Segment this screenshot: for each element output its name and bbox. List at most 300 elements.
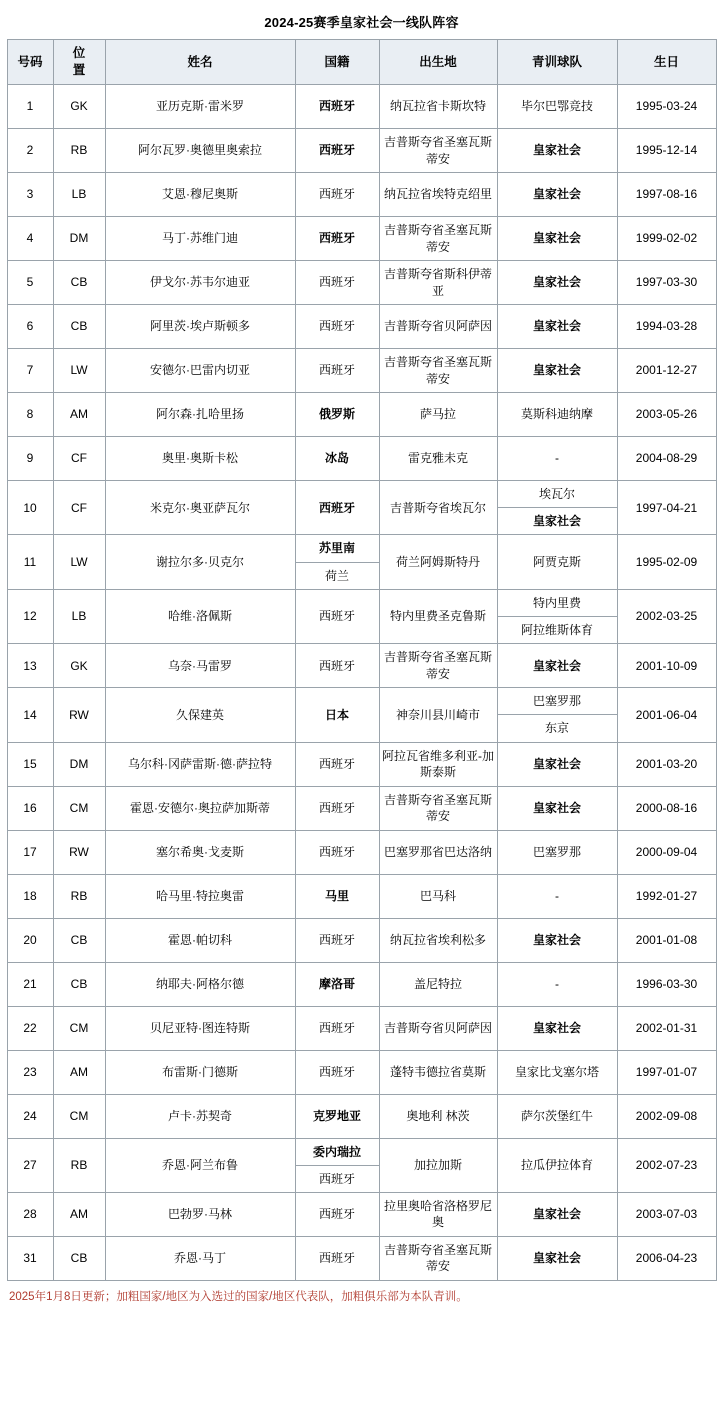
cell-youth-club-line: 皇家比戈塞尔塔	[514, 1064, 599, 1079]
table-row	[7, 742, 716, 786]
cell-position: RB	[53, 874, 105, 918]
cell-nationality	[295, 173, 379, 217]
cell-birthplace-line: 荷兰	[395, 554, 420, 569]
cell-nationality-line: 马里	[324, 888, 349, 903]
cell-birthplace-line: 吉普斯夸省	[383, 135, 444, 150]
cell-number: 10	[7, 481, 53, 535]
cell-position: RW	[53, 830, 105, 874]
table-row	[7, 393, 716, 437]
cell-player-name: 霍恩·安德尔·奥拉萨加斯蒂	[105, 786, 295, 830]
cell-player-name: 乔恩·阿兰布鲁	[105, 1138, 295, 1192]
cell-birthplace	[379, 481, 497, 535]
cell-birthplace	[379, 261, 497, 305]
cell-youth-club	[497, 918, 617, 962]
cell-number: 9	[7, 437, 53, 481]
cell-birthplace	[379, 1006, 497, 1050]
cell-player-name: 伊戈尔·苏韦尔迪亚	[105, 261, 295, 305]
cell-birthplace	[379, 393, 497, 437]
footnote: 2025年1月8日更新；加粗国家/地区为入选过的国家/地区代表队，加粗俱乐部为本队青训。	[9, 1290, 468, 1303]
cell-player-name: 哈马里·特拉奥雷	[105, 874, 295, 918]
cell-youth-club-line: 皇家社会	[532, 756, 581, 771]
cell-youth-club	[497, 589, 617, 643]
table-row	[7, 437, 716, 481]
table-row	[7, 1138, 716, 1192]
cell-nationality-line: 西班牙	[318, 187, 355, 202]
cell-dob: 2001-12-27	[617, 349, 716, 393]
cell-player-name: 布雷斯·门德斯	[105, 1050, 295, 1094]
cell-nationality	[295, 437, 379, 481]
cell-dob: 1995-12-14	[617, 129, 716, 173]
cell-youth-club	[497, 1192, 617, 1236]
cell-youth-club-line: 皇家社会	[532, 319, 581, 334]
cell-birthplace-line: 维多利亚-加斯泰斯	[419, 748, 494, 779]
cell-player-name: 巴勃罗·马林	[105, 1192, 295, 1236]
cell-birthplace	[379, 786, 497, 830]
cell-birthplace	[379, 1094, 497, 1138]
cell-nationality-line: 西班牙	[318, 932, 355, 947]
cell-nationality	[295, 217, 379, 261]
cell-dob: 2004-08-29	[617, 437, 716, 481]
cell-player-name: 贝尼亚特·图连特斯	[105, 1006, 295, 1050]
cell-dob: 2001-06-04	[617, 688, 716, 742]
cell-dob: 2002-09-08	[617, 1094, 716, 1138]
table-row	[7, 85, 716, 129]
cell-birthplace	[379, 1236, 497, 1280]
cell-birthplace	[379, 437, 497, 481]
cell-nationality	[295, 1050, 379, 1094]
cell-birthplace	[379, 173, 497, 217]
cell-youth-club	[497, 305, 617, 349]
cell-number: 13	[7, 644, 53, 688]
cell-birthplace	[379, 129, 497, 173]
column-header-position-line1: 位	[72, 46, 86, 61]
cell-birthplace-line: 蓬特韦德拉省	[389, 1064, 462, 1079]
cell-nationality-part: 苏里南	[318, 541, 355, 556]
cell-birthplace-line: 贝阿萨因	[444, 1020, 493, 1035]
cell-position: CF	[53, 481, 105, 535]
cell-birthplace-line: 吉普斯夸省	[383, 792, 444, 807]
cell-position: RB	[53, 129, 105, 173]
cell-nationality-line: 西班牙	[318, 1064, 355, 1079]
cell-youth-club	[497, 1138, 617, 1192]
cell-youth-club-part: 特内里费	[532, 595, 581, 610]
cell-birthplace-line: 埃瓦尔	[450, 500, 487, 515]
table-row	[7, 644, 716, 688]
cell-position: CB	[53, 962, 105, 1006]
cell-birthplace-line: 埃利松多	[438, 932, 487, 947]
cell-number: 12	[7, 589, 53, 643]
cell-player-name: 久保建英	[105, 688, 295, 742]
cell-player-name: 谢拉尔多·贝克尔	[105, 535, 295, 589]
cell-youth-club	[497, 1050, 617, 1094]
cell-birthplace-line: 纳瓦拉省	[389, 99, 438, 114]
cell-nationality	[295, 305, 379, 349]
cell-youth-club	[497, 1236, 617, 1280]
cell-youth-club	[497, 688, 617, 742]
cell-number: 24	[7, 1094, 53, 1138]
table-row	[7, 1006, 716, 1050]
cell-birthplace-line: 盖尼特拉	[413, 976, 462, 991]
cell-nationality-line: 西班牙	[318, 1251, 355, 1266]
cell-nationality-line: 西班牙	[318, 1020, 355, 1035]
cell-position: RW	[53, 688, 105, 742]
column-header-nationality: 国籍	[295, 40, 379, 85]
cell-nationality	[295, 1006, 379, 1050]
cell-birthplace-line: 吉普斯夸省	[389, 500, 450, 515]
cell-birthplace	[379, 1192, 497, 1236]
cell-nationality	[295, 535, 379, 589]
cell-position: AM	[53, 1192, 105, 1236]
cell-youth-club-part: 巴塞罗那	[532, 694, 581, 709]
cell-birthplace-line: 卡斯坎特	[438, 99, 487, 114]
cell-number: 16	[7, 786, 53, 830]
cell-birthplace-line: 吉普斯夸省	[383, 1243, 444, 1258]
cell-nationality	[295, 1236, 379, 1280]
cell-number: 27	[7, 1138, 53, 1192]
cell-player-name: 米克尔·奥亚萨瓦尔	[105, 481, 295, 535]
cell-nationality-line: 西班牙	[318, 99, 355, 114]
cell-number: 8	[7, 393, 53, 437]
cell-nationality	[295, 742, 379, 786]
cell-nationality-line: 克罗地亚	[312, 1108, 361, 1123]
cell-number: 15	[7, 742, 53, 786]
cell-dob: 1996-03-30	[617, 962, 716, 1006]
cell-birthplace	[379, 217, 497, 261]
cell-youth-club	[497, 217, 617, 261]
table-body	[7, 85, 716, 1281]
cell-dob: 2006-04-23	[617, 1236, 716, 1280]
cell-youth-club-line: 拉瓜伊拉体育	[520, 1158, 593, 1173]
column-header-position-line2: 置	[72, 63, 86, 77]
cell-birthplace-line: 吉普斯夸省	[383, 355, 444, 370]
cell-position: CB	[53, 261, 105, 305]
cell-youth-club-line: 皇家社会	[532, 275, 581, 290]
cell-player-name: 霍恩·帕切科	[105, 918, 295, 962]
cell-player-name: 阿里茨·埃卢斯顿多	[105, 305, 295, 349]
cell-player-name: 安德尔·巴雷内切亚	[105, 349, 295, 393]
cell-youth-club	[497, 535, 617, 589]
cell-birthplace-line: 圣塞瓦斯蒂安	[425, 1243, 493, 1274]
cell-player-name: 卢卡·苏契奇	[105, 1094, 295, 1138]
page-title: 2024-25赛季皇家社会一线队阵容	[264, 15, 459, 30]
cell-position: CF	[53, 437, 105, 481]
cell-number: 5	[7, 261, 53, 305]
cell-youth-club	[497, 1006, 617, 1050]
cell-youth-club-part: 阿拉维斯体育	[498, 616, 617, 643]
cell-number: 6	[7, 305, 53, 349]
cell-youth-club	[497, 437, 617, 481]
cell-position: AM	[53, 393, 105, 437]
cell-player-name: 哈维·洛佩斯	[105, 589, 295, 643]
cell-nationality	[295, 1138, 379, 1192]
cell-nationality	[295, 349, 379, 393]
cell-number: 3	[7, 173, 53, 217]
cell-youth-club-part: 皇家社会	[498, 507, 617, 534]
cell-birthplace-line: 埃特克绍里	[432, 187, 493, 202]
cell-birthplace-line: 圣塞瓦斯蒂安	[425, 650, 493, 681]
cell-position: RB	[53, 1138, 105, 1192]
cell-nationality	[295, 1192, 379, 1236]
cell-birthplace-line: 纳瓦拉省	[383, 187, 432, 202]
cell-number: 31	[7, 1236, 53, 1280]
cell-player-name: 阿尔瓦罗·奥德里奥索拉	[105, 129, 295, 173]
table-row	[7, 535, 716, 589]
cell-youth-club	[497, 830, 617, 874]
cell-birthplace-line: 巴达洛纳	[444, 844, 493, 859]
cell-birthplace	[379, 535, 497, 589]
cell-position: GK	[53, 644, 105, 688]
cell-youth-club-line: 莫斯科迪纳摩	[520, 407, 593, 422]
cell-number: 20	[7, 918, 53, 962]
cell-youth-club-part: 东京	[498, 714, 617, 741]
cell-nationality-part: 委内瑞拉	[312, 1144, 361, 1159]
cell-birthplace-line: 吉普斯夸省	[383, 1020, 444, 1035]
cell-birthplace-line: 吉普斯夸省	[383, 319, 444, 334]
cell-youth-club	[497, 786, 617, 830]
cell-player-name: 亚历克斯·雷米罗	[105, 85, 295, 129]
table-row	[7, 217, 716, 261]
cell-nationality-part: 西班牙	[296, 1165, 379, 1192]
cell-position: DM	[53, 217, 105, 261]
cell-birthplace-line: 雷克雅未克	[407, 451, 468, 466]
cell-youth-club	[497, 261, 617, 305]
table-row	[7, 1094, 716, 1138]
cell-birthplace-line: 神奈川县	[395, 707, 444, 722]
cell-nationality	[295, 874, 379, 918]
table-row	[7, 305, 716, 349]
cell-youth-club	[497, 85, 617, 129]
cell-birthplace	[379, 349, 497, 393]
cell-birthplace-line: 圣塞瓦斯蒂安	[425, 135, 493, 166]
cell-number: 17	[7, 830, 53, 874]
cell-player-name: 乌奈·马雷罗	[105, 644, 295, 688]
cell-nationality-line: 西班牙	[318, 609, 355, 624]
cell-position: CM	[53, 786, 105, 830]
cell-position: CM	[53, 1006, 105, 1050]
cell-dob: 2002-01-31	[617, 1006, 716, 1050]
cell-position: AM	[53, 1050, 105, 1094]
table-row	[7, 173, 716, 217]
cell-number: 18	[7, 874, 53, 918]
cell-youth-club	[497, 874, 617, 918]
cell-player-name: 阿尔森·扎哈里扬	[105, 393, 295, 437]
cell-birthplace	[379, 874, 497, 918]
column-header-youth: 青训球队	[497, 40, 617, 85]
cell-birthplace-line: 加拉加斯	[413, 1158, 462, 1173]
cell-birthplace-line: 萨马拉	[419, 407, 456, 422]
cell-number: 28	[7, 1192, 53, 1236]
table-row	[7, 874, 716, 918]
cell-youth-club-line: 皇家社会	[532, 1251, 581, 1266]
cell-youth-club	[497, 962, 617, 1006]
cell-nationality	[295, 688, 379, 742]
cell-dob: 2001-03-20	[617, 742, 716, 786]
cell-position: LW	[53, 535, 105, 589]
cell-birthplace	[379, 589, 497, 643]
cell-dob: 2002-07-23	[617, 1138, 716, 1192]
table-row	[7, 918, 716, 962]
column-header-name: 姓名	[105, 40, 295, 85]
cell-number: 7	[7, 349, 53, 393]
cell-nationality	[295, 481, 379, 535]
cell-nationality	[295, 85, 379, 129]
cell-position: LB	[53, 589, 105, 643]
cell-number: 14	[7, 688, 53, 742]
cell-youth-club-line: 皇家社会	[532, 231, 581, 246]
cell-birthplace	[379, 688, 497, 742]
cell-nationality-line: 西班牙	[318, 231, 355, 246]
cell-nationality	[295, 261, 379, 305]
cell-dob: 1992-01-27	[617, 874, 716, 918]
cell-youth-club-line: -	[555, 451, 559, 466]
cell-birthplace-line: 莫斯	[462, 1064, 487, 1079]
cell-youth-club	[497, 1094, 617, 1138]
cell-nationality	[295, 830, 379, 874]
table-header	[7, 40, 716, 85]
cell-birthplace-line: 纳瓦拉省	[389, 932, 438, 947]
cell-nationality-line: 西班牙	[318, 658, 355, 673]
cell-birthplace-line: 巴塞罗那省	[383, 844, 444, 859]
table-row	[7, 589, 716, 643]
cell-nationality	[295, 129, 379, 173]
cell-birthplace	[379, 1050, 497, 1094]
cell-position: CM	[53, 1094, 105, 1138]
cell-birthplace-line: 贝阿萨因	[444, 319, 493, 334]
cell-nationality-line: 西班牙	[318, 275, 355, 290]
cell-dob: 1997-08-16	[617, 173, 716, 217]
cell-youth-club-line: 皇家社会	[532, 143, 581, 158]
cell-nationality-line: 冰岛	[324, 451, 349, 466]
cell-number: 11	[7, 535, 53, 589]
cell-nationality-line: 西班牙	[318, 800, 355, 815]
cell-dob: 1997-04-21	[617, 481, 716, 535]
cell-birthplace	[379, 644, 497, 688]
cell-birthplace-line: 巴马科	[419, 888, 456, 903]
table-row	[7, 129, 716, 173]
cell-youth-club-line: 萨尔茨堡红牛	[520, 1108, 593, 1123]
cell-birthplace	[379, 962, 497, 1006]
column-header-position	[53, 40, 105, 85]
cell-nationality-line: 西班牙	[318, 143, 355, 158]
cell-player-name: 塞尔希奥·戈麦斯	[105, 830, 295, 874]
cell-dob: 1999-02-02	[617, 217, 716, 261]
cell-birthplace	[379, 918, 497, 962]
cell-position: DM	[53, 742, 105, 786]
cell-player-name: 马丁·苏维门迪	[105, 217, 295, 261]
cell-nationality	[295, 918, 379, 962]
table-row	[7, 1192, 716, 1236]
cell-youth-club-line: 阿贾克斯	[532, 554, 581, 569]
cell-position: LB	[53, 173, 105, 217]
cell-player-name: 乔恩·马丁	[105, 1236, 295, 1280]
table-row	[7, 962, 716, 1006]
cell-number: 1	[7, 85, 53, 129]
cell-youth-club-line: 皇家社会	[532, 800, 581, 815]
cell-birthplace-line: 圣塞瓦斯蒂安	[425, 355, 493, 386]
cell-youth-club	[497, 349, 617, 393]
cell-nationality-line: 西班牙	[318, 844, 355, 859]
cell-dob: 2003-07-03	[617, 1192, 716, 1236]
cell-youth-club-line: 皇家社会	[532, 1207, 581, 1222]
squad-table	[7, 39, 717, 1281]
cell-birthplace-line: 奥地利 林茨	[406, 1108, 470, 1123]
cell-dob: 2000-09-04	[617, 830, 716, 874]
cell-nationality-line: 日本	[324, 707, 349, 722]
cell-youth-club	[497, 173, 617, 217]
cell-birthplace-line: 阿拉瓦省	[381, 748, 430, 763]
cell-dob: 1997-01-07	[617, 1050, 716, 1094]
cell-dob: 1994-03-28	[617, 305, 716, 349]
cell-dob: 1995-03-24	[617, 85, 716, 129]
cell-dob: 1995-02-09	[617, 535, 716, 589]
cell-dob: 2003-05-26	[617, 393, 716, 437]
column-header-number: 号码	[7, 40, 53, 85]
cell-number: 22	[7, 1006, 53, 1050]
cell-youth-club-line: 皇家社会	[532, 187, 581, 202]
cell-youth-club-line: 皇家社会	[532, 658, 581, 673]
cell-youth-club	[497, 129, 617, 173]
cell-nationality-part: 荷兰	[296, 562, 379, 589]
cell-birthplace-line: 圣塞瓦斯蒂安	[425, 223, 493, 254]
cell-birthplace	[379, 830, 497, 874]
table-row	[7, 786, 716, 830]
cell-dob: 2002-03-25	[617, 589, 716, 643]
cell-nationality-line: 西班牙	[318, 363, 355, 378]
cell-birthplace-line: 斯科伊蒂亚	[431, 267, 493, 298]
table-row	[7, 1236, 716, 1280]
cell-player-name: 奥里·奥斯卡松	[105, 437, 295, 481]
cell-youth-club	[497, 393, 617, 437]
cell-youth-club	[497, 644, 617, 688]
cell-birthplace-line: 特内里费	[389, 609, 438, 624]
cell-birthplace	[379, 742, 497, 786]
cell-number: 4	[7, 217, 53, 261]
cell-nationality	[295, 644, 379, 688]
cell-nationality-line: 西班牙	[318, 756, 355, 771]
cell-dob: 1997-03-30	[617, 261, 716, 305]
cell-player-name: 艾恩·穆尼奥斯	[105, 173, 295, 217]
cell-youth-club-line: -	[555, 976, 559, 991]
cell-nationality	[295, 962, 379, 1006]
cell-dob: 2001-01-08	[617, 918, 716, 962]
cell-youth-club-line: 皇家社会	[532, 1020, 581, 1035]
cell-nationality-line: 西班牙	[318, 500, 355, 515]
cell-player-name: 乌尔科·冈萨雷斯·德·萨拉特	[105, 742, 295, 786]
cell-youth-club-line: 皇家社会	[532, 363, 581, 378]
table-row	[7, 1050, 716, 1094]
cell-youth-club-line: 巴塞罗那	[532, 844, 581, 859]
cell-birthplace-line: 吉普斯夸省	[383, 267, 444, 282]
cell-dob: 2000-08-16	[617, 786, 716, 830]
cell-position: CB	[53, 1236, 105, 1280]
cell-nationality-line: 西班牙	[318, 1207, 355, 1222]
cell-birthplace	[379, 85, 497, 129]
cell-position: CB	[53, 918, 105, 962]
table-row	[7, 261, 716, 305]
column-header-dob: 生日	[617, 40, 716, 85]
cell-youth-club-line: -	[555, 888, 559, 903]
table-row	[7, 481, 716, 535]
cell-youth-club-line: 毕尔巴鄂竞技	[520, 99, 593, 114]
cell-birthplace-line: 吉普斯夸省	[383, 650, 444, 665]
cell-position: CB	[53, 305, 105, 349]
cell-birthplace-line: 川崎市	[444, 707, 481, 722]
table-row	[7, 830, 716, 874]
cell-position: LW	[53, 349, 105, 393]
cell-birthplace-line: 洛格罗尼奥	[431, 1199, 493, 1230]
cell-nationality	[295, 589, 379, 643]
header-row	[7, 40, 716, 85]
